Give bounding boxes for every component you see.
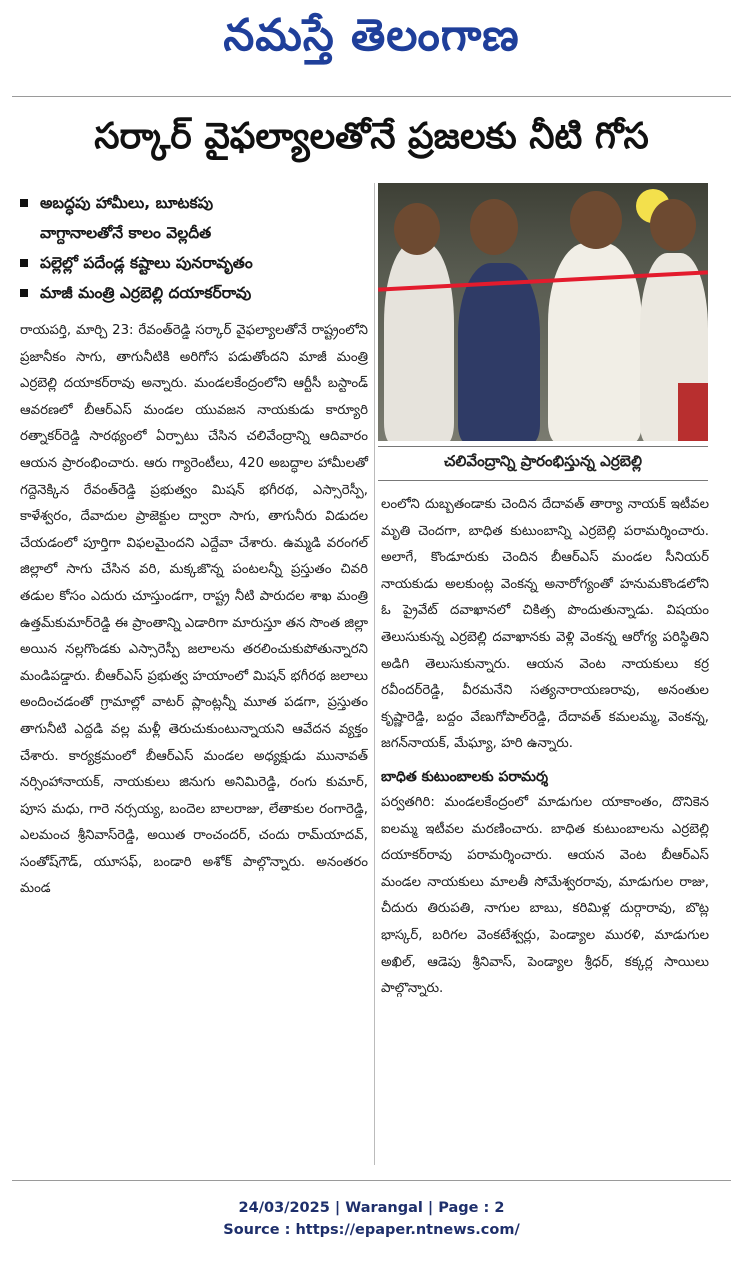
bullet-text-continued: వాగ్దానాలతోనే కాలం వెల్లదీత [40,224,212,242]
article-headline: సర్కార్ వైఫల్యాలతోనే ప్రజలకు నీటి గోస [94,116,649,157]
photo-caption: చలివేంద్రాన్ని ప్రారంభిస్తున్న ఎర్రబెల్లి [444,452,642,470]
caption-rule [378,446,708,447]
wall-panel [678,383,708,441]
person-figure [458,263,540,441]
bullet-square-icon [20,289,28,297]
bullet-item [20,248,370,278]
person-head [394,203,440,255]
bullet-text: మాజీ మంత్రి ఎర్రబెల్లి దయాకర్‌రావు [40,284,252,302]
person-head [650,199,696,251]
bullet-item [20,188,370,248]
person-figure [384,243,454,441]
person-head [570,191,622,249]
column-divider [374,183,375,1165]
news-photo [378,183,708,441]
footer-source-link[interactable]: Source : https://epaper.ntnews.com/ [223,1222,520,1238]
bullet-text: పల్లెల్లో పదేండ్ల కష్టాలు పునరావృతం [40,254,253,272]
caption-rule [378,480,708,481]
person-figure [548,243,642,441]
footer-edition-info: 24/03/2025 | Warangal | Page : 2 [238,1200,505,1216]
masthead-title: నమస్తే తెలంగాణ [223,10,520,61]
article-body-right [381,492,709,1003]
bullet-item [20,278,370,308]
bottom-divider [12,1180,731,1181]
person-head [470,199,518,255]
bullet-square-icon [20,259,28,267]
article-body-left [20,318,368,903]
highlight-bullets [20,188,370,308]
bullet-text: అబద్ధపు హామీలు, బూటకపు [40,194,214,212]
article-paragraph: లంలోని దుబ్బతండాకు చెందిన దేదావత్ తార్యా నాయక్ ఇటీవల మృతి చెందగా, బాధిత కుటుంబాన్ని ఎర్రబెల్లి పరామర్శించారు. అలాగే, కొండూరుకు చెందిన బీఆర్‌ఎస్ మండల సీనియర్ నాయకుడు అలకుంట్ల వెంకన్న అనారోగ్యంతో హనుమకొండలోని ఓ ప్రైవేట్ దవాఖానలో చికిత్స పొందుతున్నాడు. విషయం తెలుసుకున్న ఎర్రబెల్లి దవాఖానకు వెళ్లి వెంకన్న ఆరోగ్య పరిస్థితిని అడిగి తెలుసుకున్నారు. ఆయన వెంట నాయకులు కర్ర రవీందర్‌రెడ్డి, వీరమనేని సత్యనారాయణరావు, అనంతుల కృష్ణారెడ్డి, బద్దం వేణుగోపాల్‌రెడ్డి, దేదావత్ కమలమ్మ, వెంకన్న, జగన్‌నాయక్, మేఘ్యా, హరి ఉన్నారు. [381,497,709,752]
article-paragraph: రాయపర్తి, మార్చి 23: రేవంత్‌రెడ్డి సర్కార్ వైఫల్యాలతోనే రాష్ట్రంలోని ప్రజానీకం సాగు, తాగునీటికి అరిగోస పడుతోందని మాజీ మంత్రి ఎర్రబెల్లి దయాకర్‌రావు అన్నారు. మండలకేంద్రంలోని ఆర్టీసీ బస్టాండ్ ఆవరణలో బీఆర్‌ఎస్ మండల యువజన నాయకుడు కార్యూరి రత్నాకర్‌రెడ్డి సారథ్యంలో ఏర్పాటు చేసిన చలివేంద్రాన్ని ఆదివారం ఆయన ప్రారంభించారు. ఆరు గ్యారెంటీలు, 420 అబద్ధాల హామీలతో గద్దెనెక్కిన రేవంత్‌రెడ్డి ప్రభుత్వం మిషన్ భగీరథ, ఎస్సారెస్పీ, కాళేశ్వరం, దేవాదుల ప్రాజెక్టుల ద్వారా సాగు, తాగునీరు విడుదల చేయడంలో పూర్తిగా విఫలమైందని ఎద్దేవా చేశారు. ఉమ్మడి వరంగల్ జిల్లాలో సాగు చేసిన వరి, మక్కజొన్న పంటలన్నీ ప్రస్తుతం చివరి తడుల కోసం ఎదురు చూస్తుండగా, రాష్ట్ర నీటి పారుదల శాఖ మంత్రి ఉత్తమ్‌కుమార్‌రెడ్డి ఈ ప్రాంతాన్ని ఎడారిగా మారుస్తూ తన సొంత జిల్లా అయిన నల్లగొండకు ఎస్సారెస్పీ జలాలను తరలించుకుపోతున్నారని మండిపడ్డారు. బీఆర్‌ఎస్ ప్రభుత్వ హయాంలో మిషన్ భగీరథ జలాలు అందించడంతో గ్రామాల్లో వాటర్ ప్లాంట్లన్నీ మూత పడగా, ప్రస్తుతం తాగునీటి ఎద్దడి వల్ల మళ్లీ తెరుచుకుంటున్నాయని ఆవేదన వ్యక్తం చేశారు. కార్యక్రమంలో బీఆర్‌ఎస్ మండల అధ్యక్షుడు మునావత్ నర్సింహానాయక్, నాయకులు జినుగు అనిమిరెడ్డి, రంగు కుమార్, పూస మధు, గారె నర్సయ్య, బందెల బాలరాజు, లేతాకుల రంగారెడ్డి, ఎలమంచ శ్రీనివాస్‌రెడ్డి, అయిత రాంచందర్, చందు రామ్‌యాదవ్, సంతోష్‌గౌడ్, యూసఫ్, బండారి అశోక్ పాల్గొన్నారు. అనంతరం మండ [20,323,368,897]
article-paragraph: పర్వతగిరి: మండలకేంద్రంలో మాడుగుల యాకాంతం, దొనికెన ఐలమ్మ ఇటీవల మరణించారు. బాధిత కుటుంబాలను ఎర్రబెల్లి దయాకర్‌రావు పరామర్శించారు. ఆయన వెంట బీఆర్‌ఎస్ మండల నాయకులు మాలతీ సోమేశ్వరరావు, మాడుగుల రాజు, చీదురు తిరుపతి, నాగుల బాబు, కరిమిళ్ల దుర్గారావు, బొట్ల భాస్కర్, బరిగల వెంకటేశ్వర్లు, పెండ్యాల మురళి, మాడుగుల అఖిల్, ఆడెపు శ్రీనివాస్, పెండ్యాల శ్రీధర్, కక్కర్ల సాయిలు పాల్గొన్నారు. [381,794,709,997]
top-divider [12,96,731,97]
masthead-logo [0,6,743,66]
article-subheading: బాధిత కుటుంబాలకు పరామర్శ [381,768,549,785]
bullet-square-icon [20,199,28,207]
